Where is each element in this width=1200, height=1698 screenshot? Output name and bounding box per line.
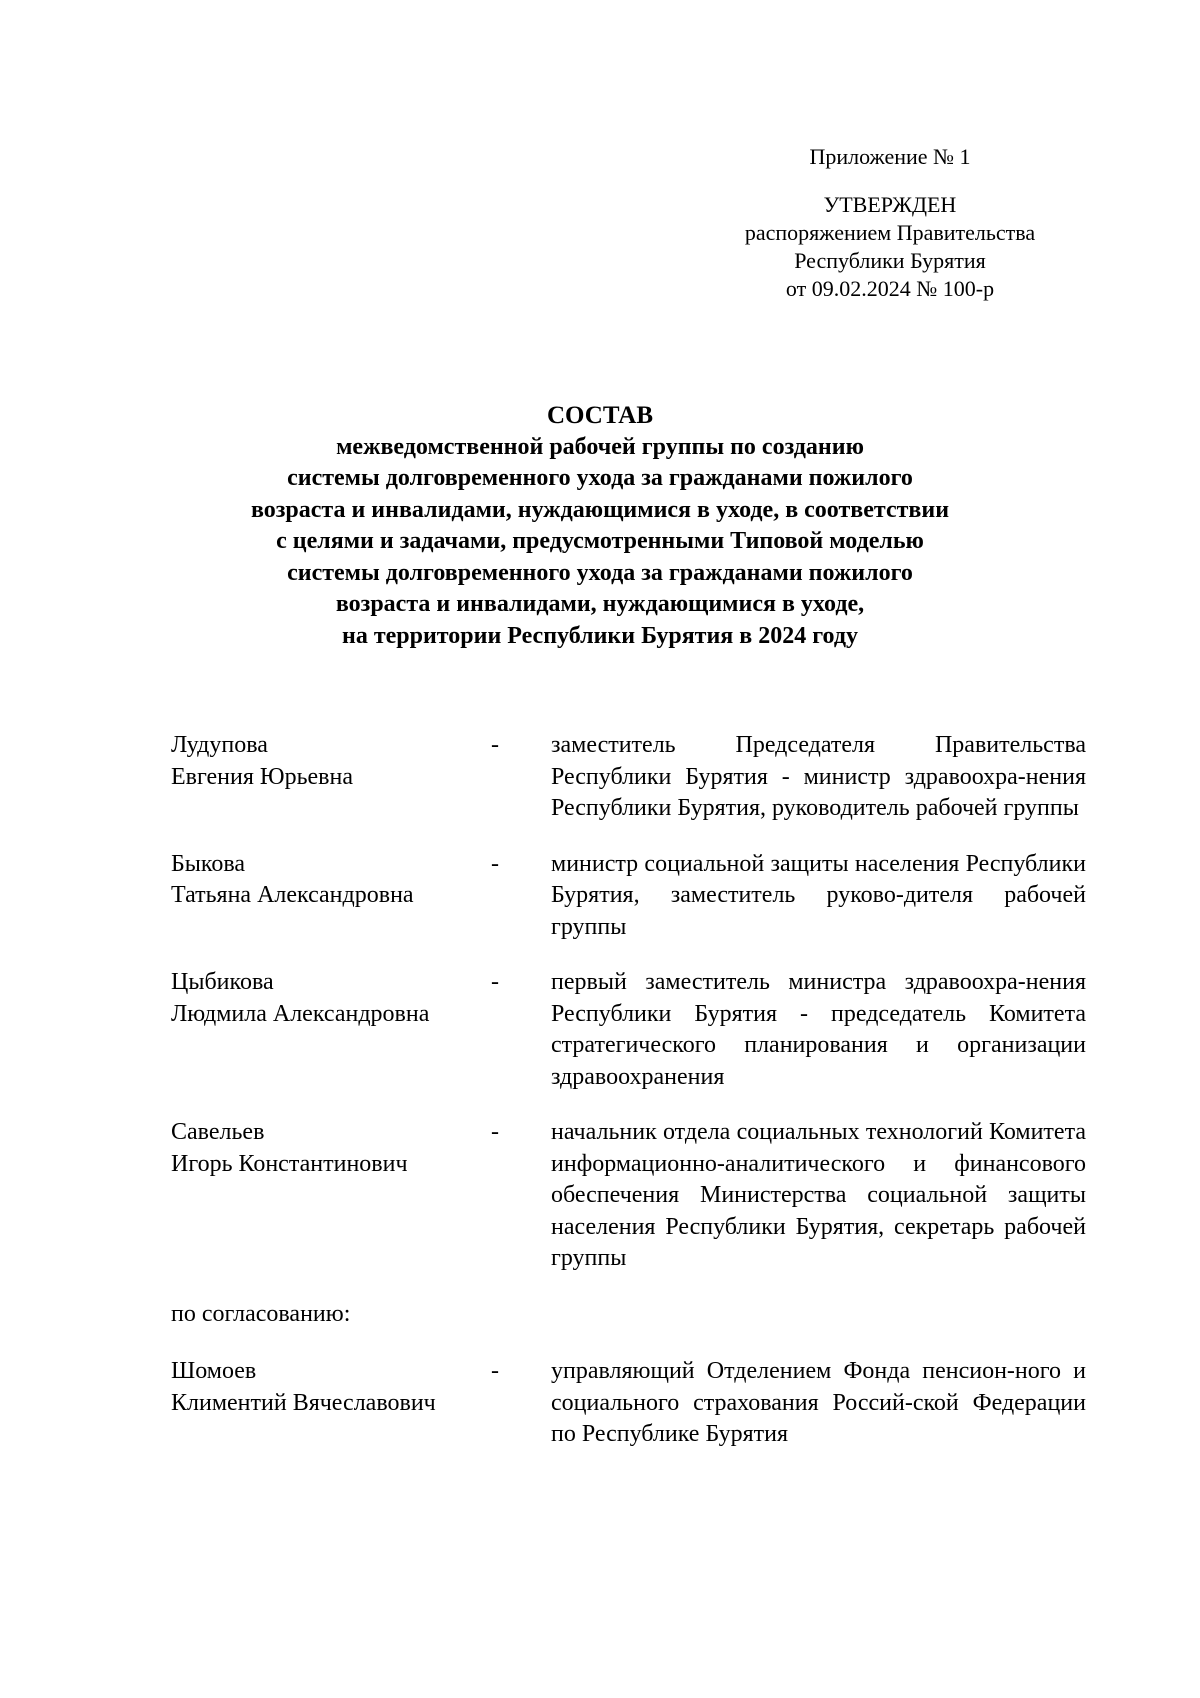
member-dash: - bbox=[491, 1119, 499, 1145]
member-entry bbox=[171, 967, 1091, 1093]
member-dash: - bbox=[491, 732, 499, 758]
title-main: СОСТАВ bbox=[546, 402, 654, 429]
approval-block bbox=[700, 143, 1080, 303]
member-role: министр социальной защиты населения Республики Бурятия, заместитель руково-дителя рабочей группы bbox=[551, 850, 1086, 940]
member-given-name: Татьяна Александровна bbox=[171, 882, 414, 908]
member-entry bbox=[171, 730, 1091, 825]
approved-line: Республики Бурятия bbox=[794, 248, 986, 273]
member-name bbox=[171, 1117, 491, 1275]
approved-line: распоряжением Правительства bbox=[744, 220, 1036, 245]
member-dash: - bbox=[491, 969, 499, 995]
member-name bbox=[171, 730, 491, 825]
member-role: управляющий Отделением Фонда пенсион-ного и социального страхования Россий-ской Федерации по Республике Бурятия bbox=[551, 1358, 1086, 1447]
title-line: возраста и инвалидами, нуждающимися в уходе, bbox=[335, 591, 865, 617]
approved-line: УТВЕРЖДЕН bbox=[823, 192, 957, 217]
member-dash: - bbox=[491, 1358, 499, 1384]
member-name bbox=[171, 849, 491, 944]
title-line: на территории Республики Бурятия в 2024 году bbox=[342, 622, 858, 649]
member-surname: Быкова bbox=[171, 850, 246, 877]
member-surname: Цыбикова bbox=[171, 969, 274, 995]
member-entry bbox=[171, 849, 1091, 944]
member-role: первый заместитель министра здравоохра-нения Республики Бурятия - председатель Комитета стратегического планирования и организации здравоохранения bbox=[551, 969, 1086, 1090]
member-given-name: Евгения Юрьевна bbox=[171, 763, 353, 790]
members-list bbox=[171, 730, 1091, 1475]
agreed-member-entry bbox=[171, 1356, 1091, 1451]
member-name bbox=[171, 967, 491, 1093]
member-surname: Шомоев bbox=[171, 1358, 257, 1384]
agreement-note: по согласованию: bbox=[171, 1300, 351, 1327]
appendix-label: Приложение № 1 bbox=[809, 144, 971, 169]
member-surname: Лудупова bbox=[171, 732, 268, 758]
member-role: начальник отдела социальных технологий Комитета информационно-аналитического и финансового обеспечения Министерства социальной защиты населения Республики Бурятия, секретарь рабочей группы bbox=[551, 1119, 1086, 1271]
title-line: межведомственной рабочей группы по созданию bbox=[336, 433, 864, 460]
member-given-name: Климентий Вячеславович bbox=[171, 1389, 436, 1416]
title-line: системы долговременного ухода за гражданами пожилого bbox=[287, 465, 913, 491]
member-name bbox=[171, 1356, 491, 1451]
title-line: системы долговременного ухода за гражданами пожилого bbox=[287, 559, 913, 586]
member-surname: Савельев bbox=[171, 1119, 265, 1145]
document-title bbox=[150, 400, 1050, 652]
approval-stamp bbox=[700, 191, 1080, 303]
member-given-name: Людмила Александровна bbox=[171, 1000, 430, 1027]
member-entry bbox=[171, 1117, 1091, 1275]
approved-line: от 09.02.2024 № 100-р bbox=[785, 276, 995, 301]
title-line: с целями и задачами, предусмотренными Типовой моделью bbox=[276, 528, 924, 554]
title-line: возраста и инвалидами, нуждающимися в уходе, в соответствии bbox=[250, 496, 950, 523]
member-given-name: Игорь Константинович bbox=[171, 1150, 408, 1177]
member-dash: - bbox=[491, 850, 499, 877]
member-role: заместитель Председателя Правительства Республики Бурятия - министр здравоохра-нения Республики Бурятия, руководитель рабочей группы bbox=[551, 732, 1086, 821]
